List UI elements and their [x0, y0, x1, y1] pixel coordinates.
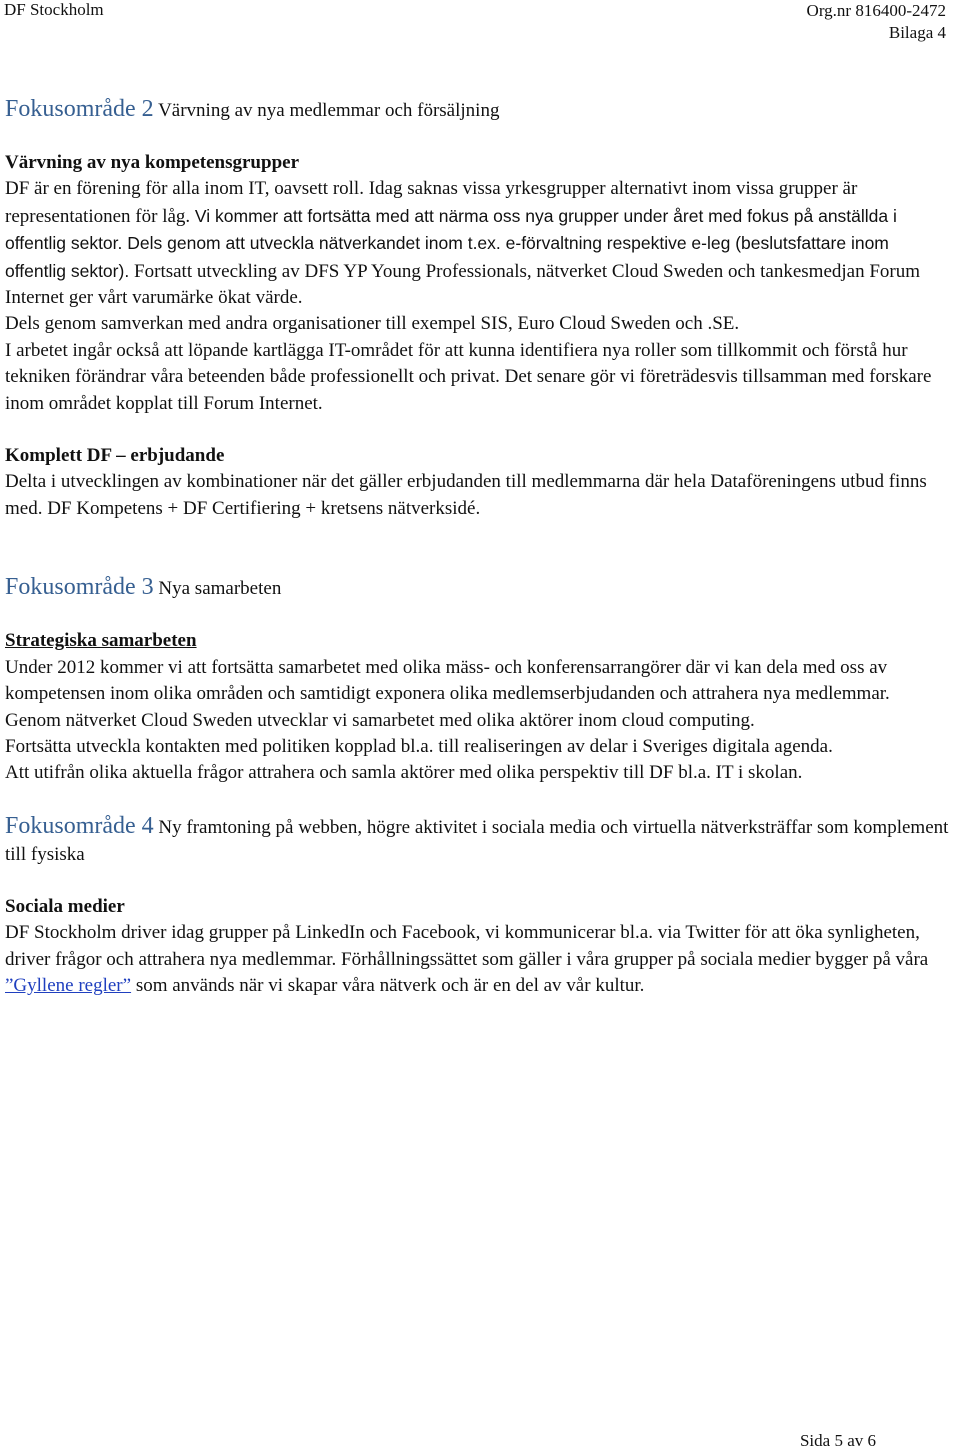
text-recruitment-a: DF är en förening för alla inom IT, oavsett roll. Idag saknas vissa yrkesgrupper alternativt inom vissa grupper är representationen för låg. — [5, 178, 858, 227]
paragraph-social-media — [5, 920, 950, 999]
focus-area-3-label: Fokusområde 3 — [5, 574, 154, 601]
focus-area-4-label: Fokusområde 4 — [5, 812, 154, 839]
page-number: Sida 5 av 6 — [799, 1431, 876, 1450]
header-attachment: Bilaga 4 — [888, 23, 946, 42]
paragraph-strategic-d: Att utifrån olika aktuella frågor attrahera och samla aktörer med olika perspektiv till DF bl.a. IT i skolan. — [5, 762, 803, 784]
document-body — [5, 96, 950, 999]
section-title-recruitment: Värvning av nya kompetensgrupper — [5, 152, 299, 173]
paragraph-strategic-c: Fortsätta utveckla kontakten med politiken kopplad bl.a. till realiseringen av delar i Sveriges digitala agenda. — [5, 735, 833, 757]
text-recruitment-b: Vi kommer att fortsätta med att närma oss nya grupper under året med fokus på anställda i offentlig sektor. Dels genom att utveckla nätverkandet inom t.ex. e-förvaltning respektive e-leg (beslutsfattare inom offentlig sektor). — [5, 205, 897, 281]
focus-area-4-title: Ny framtoning på webben, högre aktivitet i sociala media och virtuella nätverksträffar som komplement till fysiska — [5, 816, 949, 865]
header-org-nr: Org.nr 816400-2472 — [806, 1, 946, 20]
text-recruitment-c: Fortsatt utveckling av DFS YP Young Professionals, nätverket Cloud Sweden och tankesmedjan Forum Internet ger vårt varumärke ökat värde. — [5, 260, 921, 309]
golden-rules-link[interactable]: ”Gyllene regler” — [5, 974, 132, 996]
focus-area-3-title: Nya samarbeten — [158, 578, 282, 600]
text-social-a: DF Stockholm driver idag grupper på LinkedIn och Facebook, vi kommunicerar bl.a. via Twitter för att öka synligheten, driver frågor och attrahera nya medlemmar. Förhållningssättet som gäller i våra grupper på sociala medier bygger på våra — [5, 922, 929, 970]
section-title-complete-df: Komplett DF – erbjudande — [5, 445, 225, 467]
section-title-social-media: Sociala medier — [5, 895, 125, 917]
focus-area-4-heading — [5, 813, 950, 868]
focus-area-3-heading — [5, 574, 950, 602]
paragraph-recruitment — [5, 176, 950, 311]
paragraph-cooperation: Dels genom samverkan med andra organisationer till exempel SIS, Euro Cloud Sweden och .SE. — [5, 313, 740, 335]
header-right — [807, 0, 946, 44]
focus-area-2-title: Värvning av nya medlemmar och försäljning — [158, 100, 500, 121]
focus-area-2-label: Fokusområde 2 — [5, 96, 154, 122]
text-social-b: som används när vi skapar våra nätverk och är en del av vår kultur. — [131, 974, 645, 996]
focus-area-2-heading — [5, 96, 950, 124]
paragraph-complete-df: Delta i utvecklingen av kombinationer när det gäller erbjudanden till medlemmarna där hela Dataföreningens utbud finns med. DF Kompetens + DF Certifiering + kretsens nätverksidé. — [5, 471, 927, 519]
paragraph-strategic-a: Under 2012 kommer vi att fortsätta samarbetet med olika mäss- och konferensarrangörer där vi kan dela med oss av kompetensen inom olika områden och samtidigt exponera olika medlemserbjudanden och attrahera nya medlemmar. — [5, 656, 890, 705]
section-title-strategic: Strategiska samarbeten — [5, 630, 197, 652]
paragraph-strategic-b: Genom nätverket Cloud Sweden utvecklar vi samarbetet med olika aktörer inom cloud computing. — [5, 709, 755, 731]
paragraph-mapping: I arbetet ingår också att löpande kartlägga IT-området för att kunna identifiera nya roller som tillkommit och förstå hur tekniken förändrar våra beteenden både professionellt och privat. Det senare gör vi företrädesvis tillsamman med forskare inom området kopplat till Forum Internet. — [5, 339, 932, 414]
header-org-name: DF Stockholm — [4, 0, 104, 19]
